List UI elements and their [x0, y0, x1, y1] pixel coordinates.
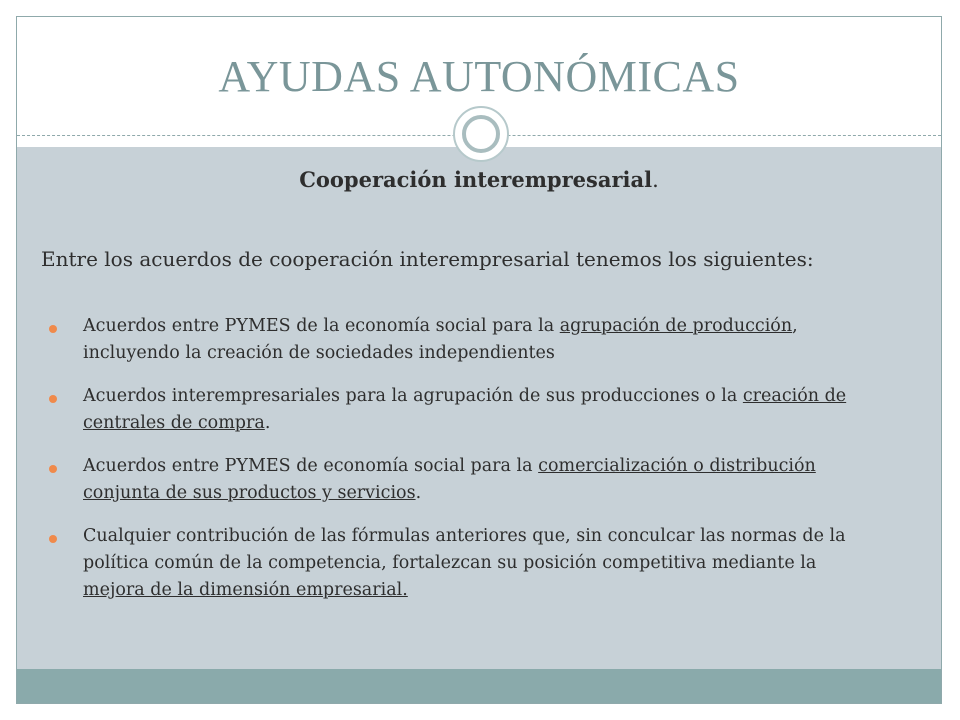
circle-ornament-icon [453, 106, 509, 162]
bullet-icon [49, 395, 57, 403]
slide-frame [16, 16, 942, 704]
bottom-band [17, 669, 941, 703]
bullet-text: Cualquier contribución de las fórmulas anteriores que, sin conculcar las normas de la política común de la competencia, fortalezcan su posición competitiva mediante la [83, 526, 846, 573]
slide-title: AYUDAS AUTONÓMICAS [218, 52, 740, 101]
bullet-text: Acuerdos entre PYMES de la economía social para la [83, 316, 560, 336]
bullet-text: Acuerdos interempresariales para la agrupación de sus producciones o la [83, 386, 743, 406]
list-item [47, 313, 857, 367]
list-item [47, 453, 857, 507]
subtitle-text: Cooperación interempresarial [299, 167, 653, 192]
bullet-text-tail: , incluyendo la creación de sociedades independientes [83, 316, 798, 363]
bullet-icon [49, 535, 57, 543]
bullet-underlined-text: creación de centrales de compra [83, 386, 847, 433]
slide-subtitle [17, 167, 941, 192]
bullet-underlined-text: agrupación de producción [559, 316, 793, 336]
list-item [47, 383, 857, 437]
bullet-icon [49, 325, 57, 333]
bullet-list [47, 313, 857, 620]
list-item [47, 523, 857, 604]
bullet-text-tail: . [264, 413, 271, 433]
intro-paragraph: Entre los acuerdos de cooperación interempresarial tenemos los siguientes: [41, 247, 814, 271]
bullet-icon [49, 465, 57, 473]
bullet-text: Acuerdos entre PYMES de economía social para la [83, 456, 539, 476]
circle-ornament-inner [462, 115, 500, 153]
subtitle-period: . [652, 168, 659, 192]
bullet-underlined-text: comercialización o distribución conjunta de sus productos y servicios [83, 456, 816, 503]
bullet-underlined-text: mejora de la dimensión empresarial. [83, 580, 408, 600]
bullet-text-tail: . [415, 483, 422, 503]
